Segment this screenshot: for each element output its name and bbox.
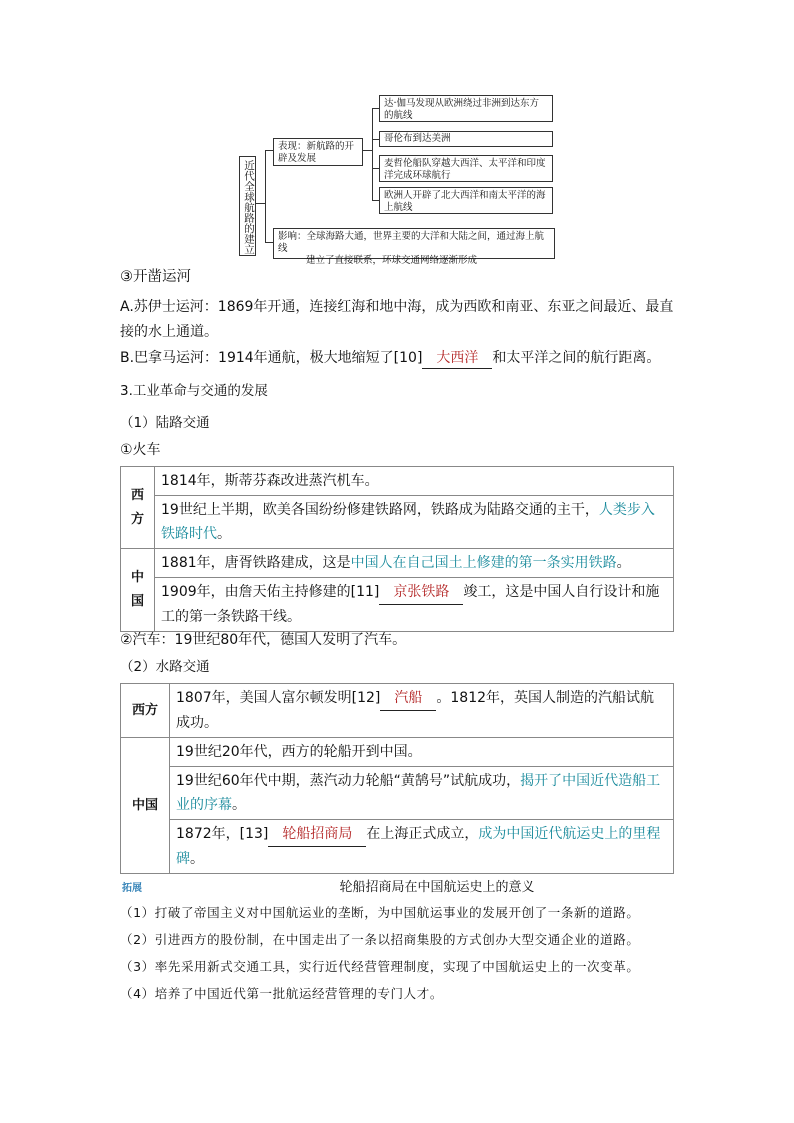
water-china-3: 1872年，[13] 轮船招商局 在上海正式成立，成为中国近代航运史上的里程碑。 — [170, 820, 674, 874]
extension-item-3: （3）率先采用新式交通工具，实行近代经营管理制度，实现了中国航运史上的一次变革。 — [120, 959, 640, 974]
extension-item-2: （2）引进西方的股份制，在中国走出了一条以招商集股的方式创办大型交通企业的道路。 — [120, 932, 640, 947]
panama-line: B.巴拿马运河：1914年通航，极大地缩短了[10] 大西洋 和太平洋之间的航行距离。 — [120, 348, 660, 369]
canal-heading: ③开凿运河 — [120, 269, 191, 285]
extension-title: 轮船招商局在中国航运史上的意义 — [339, 880, 535, 895]
water-china-1: 19世纪20年代，西方的轮船开到中国。 — [170, 738, 674, 767]
train-table — [120, 466, 674, 632]
extension-item-1: （1）打破了帝国主义对中国航运业的垄断，为中国航运事业的发展开创了一条新的道路。 — [120, 905, 640, 920]
extension-tag: 拓展 — [122, 883, 142, 894]
land-heading: （1）陆路交通 — [120, 415, 210, 431]
section3-heading: 3.工业革命与交通的发展 — [120, 383, 268, 399]
water-heading: （2）水路交通 — [120, 659, 210, 675]
train-west-1: 1814年，斯蒂芬森改进蒸汽机车。 — [155, 467, 674, 496]
train-china-2: 1909年，由詹天佑主持修建的[11] 京张铁路 竣工，这是中国人自行设计和施工的第一条铁路干线。 — [155, 578, 674, 632]
blank-10: 大西洋 — [422, 348, 492, 369]
diagram-root: 近代全球航路的建立 — [239, 156, 256, 256]
diagram-leaf-1: 达·伽马发现从欧洲绕过非洲到达东方的航线 — [379, 95, 553, 122]
impact-line-2: 建立了直接联系，环球交通网络逐渐形成 — [306, 255, 478, 266]
diagram-branch-performance: 表现：新航路的开辟及发展 — [273, 138, 363, 166]
extension-item-4: （4）培养了中国近代第一批航运经营管理的专门人才。 — [120, 986, 443, 1001]
water-west-1: 1807年，美国人富尔顿发明[12] 汽船 。1812年，英国人制造的汽船试航成功。 — [170, 684, 674, 738]
blank-11: 京张铁路 — [379, 580, 463, 605]
blank-13: 轮船招商局 — [268, 822, 366, 847]
blank-12: 汽船 — [380, 686, 436, 711]
impact-line-1: 影响：全球海路大通，世界主要的大洋和大陆之间，通过海上航线 — [278, 231, 545, 254]
diagram-leaf-2: 哥伦布到达美洲 — [379, 131, 553, 147]
water-china-2: 19世纪60年代中期，蒸汽动力轮船“黄鹄号”试航成功，揭开了中国近代造船工业的序幕。 — [170, 767, 674, 820]
car-line: ②汽车：19世纪80年代，德国人发明了汽车。 — [120, 632, 407, 648]
diagram-branch-impact — [273, 228, 555, 266]
row-head-china: 中国 — [121, 738, 170, 874]
water-table — [120, 683, 674, 874]
diagram-leaf-4: 欧洲人开辟了北大西洋和南太平洋的海上航线 — [379, 187, 553, 214]
train-china-1: 1881年，唐胥铁路建成，这是中国人在自己国土上修建的第一条实用铁路。 — [155, 549, 674, 578]
row-head-west: 西方 — [121, 467, 155, 549]
train-west-2: 19世纪上半期，欧美各国纷纷修建铁路网，铁路成为陆路交通的主干，人类步入铁路时代。 — [155, 496, 674, 549]
row-head-china: 中国 — [121, 549, 155, 632]
diagram-leaf-3: 麦哲伦船队穿越大西洋、太平洋和印度洋完成环球航行 — [379, 155, 553, 182]
suez-line-1: A.苏伊士运河：1869年开通，连接红海和地中海，成为西欧和南亚、东亚之间最近、最直 — [120, 299, 674, 315]
train-heading: ①火车 — [120, 442, 161, 458]
suez-line-2: 接的水上通道。 — [120, 324, 218, 340]
row-head-west: 西方 — [121, 684, 170, 738]
